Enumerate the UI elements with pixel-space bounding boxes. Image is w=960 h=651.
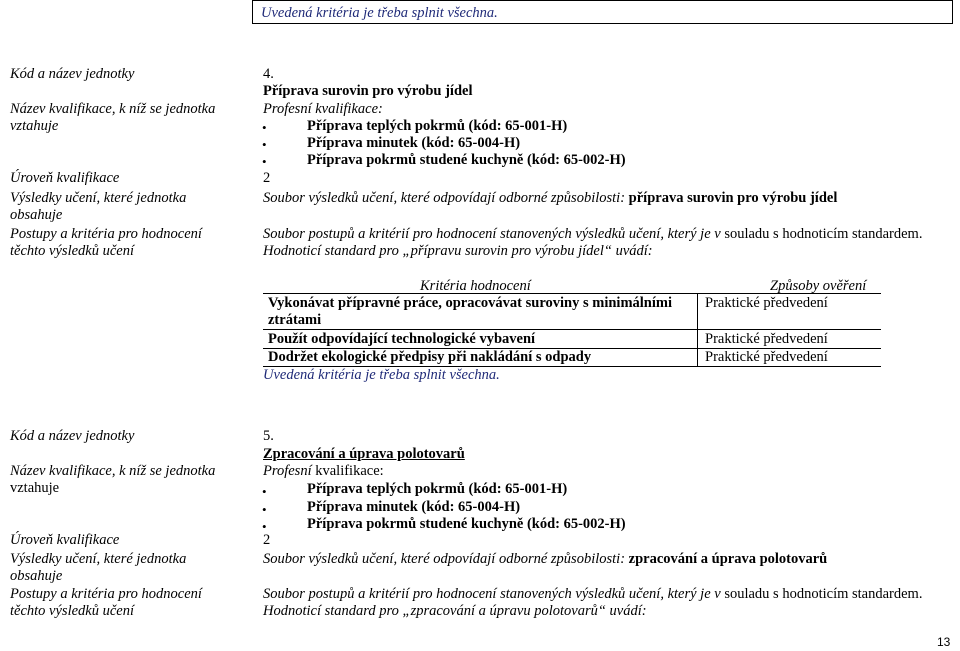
qualification-label: Název kvalifikace, k níž se jednotka vztahuje — [10, 101, 216, 134]
table-cell-method: Praktické předvedení — [705, 349, 828, 365]
unit-code-label: Kód a název jednotky — [10, 66, 135, 82]
outcomes-label: Výsledky učení, které jednotka — [10, 551, 187, 567]
outcomes-text: Soubor výsledků učení, které odpovídají odborné způsobilosti: příprava surovin pro výrobu jídel — [263, 190, 838, 206]
qualification-item: Příprava teplých pokrmů (kód: 65-001-H) — [307, 481, 568, 497]
bullet-icon: • — [262, 484, 267, 499]
criteria-label-cont: těchto výsledků učení — [10, 603, 134, 619]
criteria-note: Uvedená kritéria je třeba splnit všechna. — [261, 5, 498, 21]
table-head-methods: Způsoby ověření — [770, 278, 867, 294]
table-row: Použít odpovídající technologické vybavení — [268, 331, 536, 347]
bullet-icon: • — [262, 502, 267, 517]
table-row: Vykonávat přípravné práce, opracovávat suroviny s minimálními — [268, 295, 673, 311]
bullet-icon: • — [262, 137, 267, 152]
bullet-icon: • — [262, 154, 267, 169]
qualification-item: Příprava teplých pokrmů (kód: 65-001-H) — [307, 118, 568, 134]
bullet-icon: • — [262, 120, 267, 135]
unit-code-label: Kód a název jednotky — [10, 428, 135, 444]
level-value: 2 — [263, 532, 271, 548]
table-head-criteria: Kritéria hodnocení — [420, 278, 531, 294]
qualification-label-cont: vztahuje — [10, 480, 60, 496]
level-label: Úroveň kvalifikace — [10, 170, 120, 186]
rule — [252, 0, 952, 1]
page-number: 13 — [937, 635, 951, 649]
criteria-standard: Hodnoticí standard pro „přípravu surovin pro výrobu jídel“ uvádí: — [263, 243, 653, 259]
rule — [263, 329, 881, 330]
outcomes-text: Soubor výsledků učení, které odpovídají odborné způsobilosti: zpracování a úprava polotovarů — [263, 551, 828, 567]
unit-number: 5. — [263, 428, 274, 444]
table-row: Dodržet ekologické předpisy při nakládání s odpady — [268, 349, 592, 365]
qualification-item: Příprava pokrmů studené kuchyně (kód: 65-002-H) — [307, 152, 626, 168]
rule — [697, 293, 698, 367]
qualification-label: Název kvalifikace, k níž se jednotka — [10, 463, 216, 479]
table-cell-method: Praktické předvedení — [705, 331, 828, 347]
level-value: 2 — [263, 170, 271, 186]
criteria-note: Uvedená kritéria je třeba splnit všechna. — [263, 367, 500, 383]
unit-number: 4. — [263, 66, 274, 82]
unit-title: Příprava surovin pro výrobu jídel — [263, 83, 473, 99]
bullet-icon: • — [262, 519, 267, 534]
outcomes-label: Výsledky učení, které jednotka obsahuje — [10, 190, 187, 223]
criteria-standard: Hodnoticí standard pro „zpracování a úpravu polotovarů“ uvádí: — [263, 603, 647, 619]
qualification-item: Příprava pokrmů studené kuchyně (kód: 65-002-H) — [307, 516, 626, 532]
level-label: Úroveň kvalifikace — [10, 532, 120, 548]
rule — [952, 0, 953, 24]
criteria-label: Postupy a kritéria pro hodnocení — [10, 586, 202, 602]
qualification-intro: Profesní kvalifikace: — [263, 101, 383, 117]
criteria-label: Postupy a kritéria pro hodnocení těchto výsledků učení — [10, 226, 202, 259]
rule — [252, 0, 253, 24]
rule — [263, 293, 881, 294]
qualification-item: Příprava minutek (kód: 65-004-H) — [307, 135, 521, 151]
outcomes-label-cont: obsahuje — [10, 568, 63, 584]
table-cell-method: Praktické předvedení — [705, 295, 828, 311]
criteria-text: Soubor postupů a kritérií pro hodnocení stanovených výsledků učení, který je v souladu s hodnoticím standardem. — [263, 586, 923, 602]
table-row: ztrátami — [268, 312, 322, 328]
rule — [252, 23, 952, 24]
criteria-text: Soubor postupů a kritérií pro hodnocení stanovených výsledků učení, který je v souladu s hodnoticím standardem. — [263, 226, 923, 242]
qualification-item: Příprava minutek (kód: 65-004-H) — [307, 499, 521, 515]
qualification-intro: Profesní kvalifikace: — [263, 463, 384, 479]
unit-title: Zpracování a úprava polotovarů — [263, 446, 465, 462]
